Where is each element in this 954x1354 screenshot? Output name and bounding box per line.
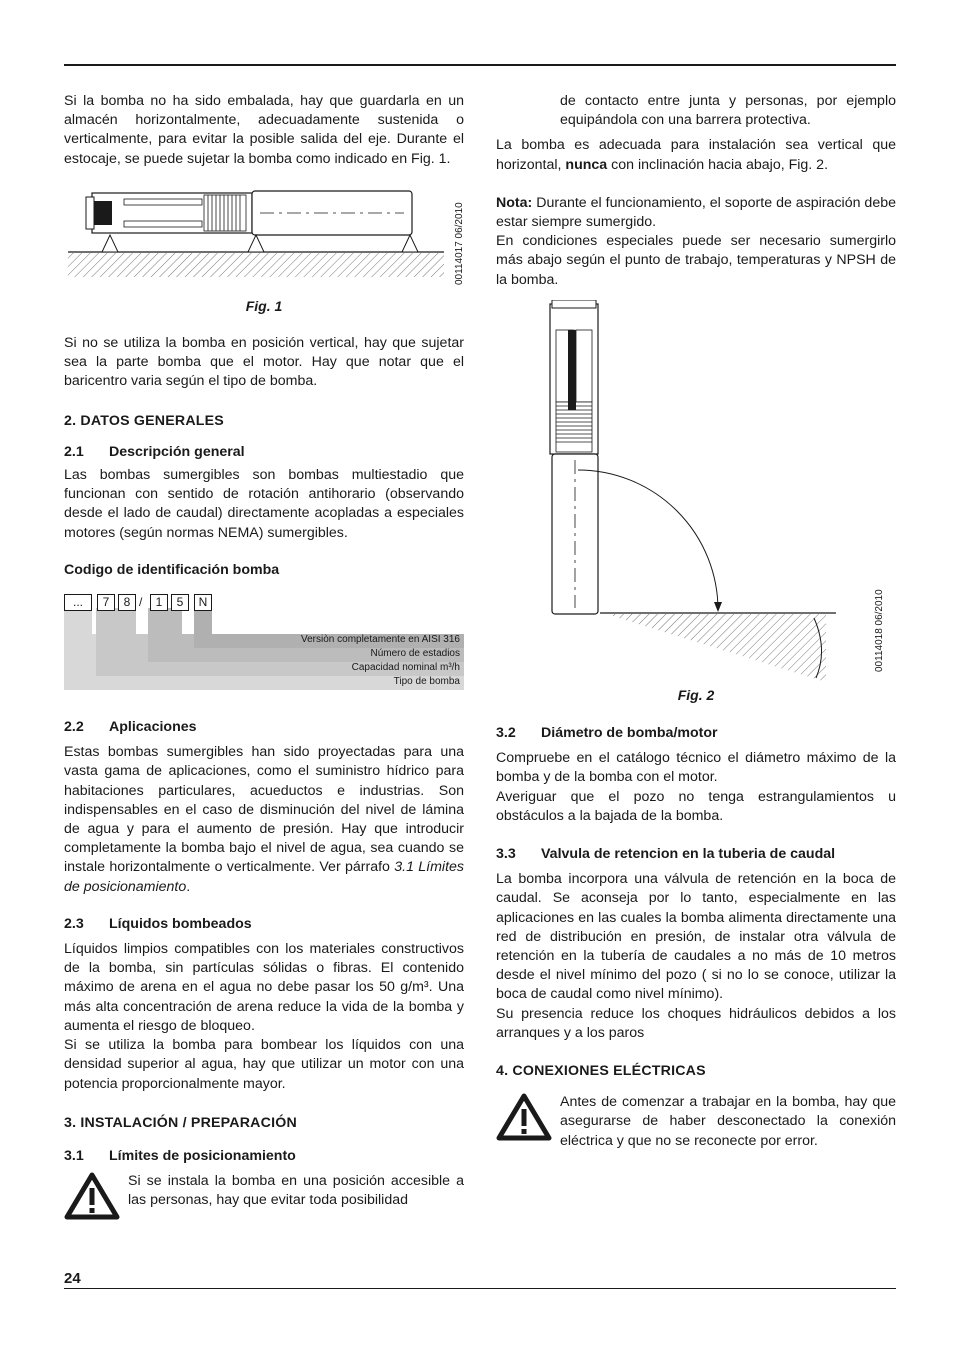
- section-number: 2.: [64, 412, 77, 429]
- figure-2: [496, 300, 896, 690]
- diameter-paragraph: Compruebe en el catálogo técnico el diámetro máximo de la bomba y de la bomba con el motor.: [496, 750, 896, 786]
- code-box-capacity-2: 8: [118, 594, 136, 611]
- section-title: Límites de posicionamiento: [109, 1147, 296, 1164]
- left-column: [64, 92, 464, 1220]
- liquids-paragraph: Líquidos limpios compatibles con los materiales constructivos de la bomba, sin partículas sólidas o fibras. El contenido máximo de arena en el agua no debe pasar los 50 g/m³. Una más alta concentración de arena reduce la vida de la bomba y aumenta el riesgo de bloqueo.: [64, 941, 464, 1034]
- applications-paragraph: [64, 743, 464, 897]
- installation-text-end: con inclinación hacia abajo, Fig. 2.: [607, 156, 829, 173]
- header-rule: [64, 64, 896, 66]
- description-paragraph: Las bombas sumergibles son bombas multiestadio que funcionan con sentido de rotación antihorario (observando desde el lado de caudal) directamente acopladas a especiales motores (según normas NEMA) sumergibles.: [64, 467, 464, 541]
- section-2-2-heading: [64, 718, 464, 737]
- section-number: 3.: [64, 1114, 77, 1131]
- section-2-1-heading: [64, 443, 464, 462]
- footer-rule: [64, 1288, 896, 1289]
- code-stem-3: [148, 608, 182, 638]
- valve-paragraph: La bomba incorpora una válvula de retención en la boca de caudal. Se aconseja por lo tanto, especialmente en las aplicaciones en las cuales la bomba alimenta directamente una red de distribución en presión, de instalar otra válvula de retención en la tubería de caudales a no más de 10 metros desde el nivel mínimo del pozo ( si no lo se conoce, utilizar la boca de caudal como nivel mínimo).: [496, 871, 896, 1003]
- warning-icon: [64, 1172, 120, 1220]
- section-number: 2.3: [64, 915, 84, 932]
- figure-1: [64, 177, 464, 295]
- section-number: 3.2: [496, 725, 516, 742]
- section-number: 2.2: [64, 719, 84, 736]
- continued-warning-text: de contacto entre junta y personas, por ejemplo equipándola con una barrera protectiva.: [560, 93, 896, 129]
- section-title: Valvula de retencion en la tuberia de caudal: [541, 846, 836, 863]
- warning-block-2: [496, 1093, 896, 1151]
- section-title: Descripción general: [109, 443, 245, 460]
- section-number: 3.1: [64, 1147, 84, 1164]
- code-stem-4: [194, 608, 212, 638]
- section-title: Aplicaciones: [109, 719, 197, 736]
- installation-text: La bomba es adecuada para instalación sea vertical que horizontal,: [496, 137, 896, 173]
- section-title: Líquidos bombeados: [109, 915, 252, 932]
- section-title: DATOS GENERALES: [80, 412, 224, 429]
- code-box-version: N: [194, 594, 212, 611]
- code-box-capacity-1: 7: [97, 594, 115, 611]
- code-stem-1: [64, 608, 92, 638]
- code-box-stages-1: 1: [150, 594, 168, 611]
- section-title: Diámetro de bomba/motor: [541, 725, 718, 742]
- legend-capacity: Capacidad nominal m³/h: [351, 662, 460, 674]
- section-2-heading: [64, 412, 464, 431]
- nota-text: Durante el funcionamiento, el soporte de aspiración debe estar siempre sumergido.: [496, 194, 896, 231]
- right-column: [496, 92, 896, 1151]
- nota-paragraph: [496, 194, 896, 232]
- code-slash: /: [139, 595, 143, 610]
- shock-paragraph: Su presencia reduce los choques hidráulicos debidos a los arranques y a los paros: [496, 1005, 896, 1041]
- section-title: INSTALACIÓN / PREPARACIÓN: [80, 1114, 297, 1131]
- nota-label: Nota:: [496, 194, 533, 211]
- section-3-2-heading: [496, 724, 896, 743]
- figure-1-id: 00114017 06/2010: [454, 202, 465, 285]
- figure-2-caption: Fig. 2: [677, 686, 715, 703]
- well-paragraph: Averiguar que el pozo no tenga estrangulamientos u obstáculos a la bajada de la bomba.: [496, 788, 896, 824]
- identification-code-diagram: [64, 594, 464, 690]
- legend-version: Versiòn completamente en AISI 316: [301, 634, 460, 646]
- page-number: 24: [64, 1270, 81, 1287]
- section-3-3-heading: [496, 845, 896, 864]
- code-box-stages-2: 5: [171, 594, 189, 611]
- section-3-heading: [64, 1114, 464, 1133]
- applications-text: Estas bombas sumergibles han sido proyectadas para una vasta gama de aplicaciones, como el suministro hídrico para habitaciones particulares, acueductos e industrias. Son indispensables en el caso de disminución del nivel de lámina de agua y para el aumento de presión. Hay que introducir completamente la bomba bajo el nivel de agua, sea cuando se instale horizontalmente o verticalmente. Ver párrafo: [64, 744, 464, 876]
- section-title: CONEXIONES ELÉCTRICAS: [512, 1063, 706, 1080]
- section-number: 2.1: [64, 443, 84, 460]
- vertical-pump-drawing: [496, 300, 896, 690]
- warning-block-1: [64, 1172, 464, 1220]
- installation-paragraph: [496, 136, 896, 174]
- warning-text-2: Antes de comenzar a trabajar en la bomba, hay que asegurarse de haber desconectado la conexión eléctrica y que no se reconecte por error.: [560, 1094, 896, 1149]
- warning-icon: [496, 1093, 552, 1141]
- installation-bold: nunca: [565, 156, 608, 173]
- conditions-paragraph: En condiciones especiales puede ser necesario sumergirlo más abajo según el punto de trabajo, temperaturas y NPSH de la bomba.: [496, 233, 896, 288]
- section-4-heading: [496, 1062, 896, 1081]
- storage-paragraph: Si la bomba no ha sido embalada, hay que guardarla en un almacén horizontalmente, adecuadamente sustenida o verticalmente, para evitar la posible salida del eje. Durante el estocaje, se puede sujetar la bomba como indicado en Fig. 1.: [64, 93, 464, 167]
- figure-2-id: 00114018 06/2010: [874, 589, 885, 672]
- section-number: 3.3: [496, 846, 516, 863]
- code-stem-2: [96, 608, 136, 638]
- warning-text-1: Si se instala la bomba en una posición accesible a las personas, hay que evitar toda posibilidad: [128, 1173, 464, 1209]
- support-paragraph: Si no se utiliza la bomba en posición vertical, hay que sujetar sea la parte bomba que el motor. Hay que notar que el baricentro varia según el tipo de bomba.: [64, 335, 464, 390]
- section-number: 4.: [496, 1063, 509, 1080]
- density-paragraph: Si se utiliza la bomba para bombear los líquidos con una densidad superior al agua, hay que utilizar un motor con una potencia proporcionalmente mayor.: [64, 1037, 464, 1092]
- legend-stages: Número de estadios: [370, 648, 460, 660]
- code-box-type: ...: [64, 594, 92, 611]
- legend-type: Tipo de bomba: [393, 676, 460, 688]
- code-heading: Codigo de identificación bomba: [64, 561, 280, 578]
- applications-end: .: [186, 878, 191, 895]
- applications-reference: 3.1 Límites de posicionamiento: [64, 859, 464, 895]
- section-3-1-heading: [64, 1147, 464, 1166]
- section-2-3-heading: [64, 915, 464, 934]
- horizontal-pump-drawing: [64, 177, 464, 295]
- figure-1-caption: Fig. 1: [245, 297, 283, 314]
